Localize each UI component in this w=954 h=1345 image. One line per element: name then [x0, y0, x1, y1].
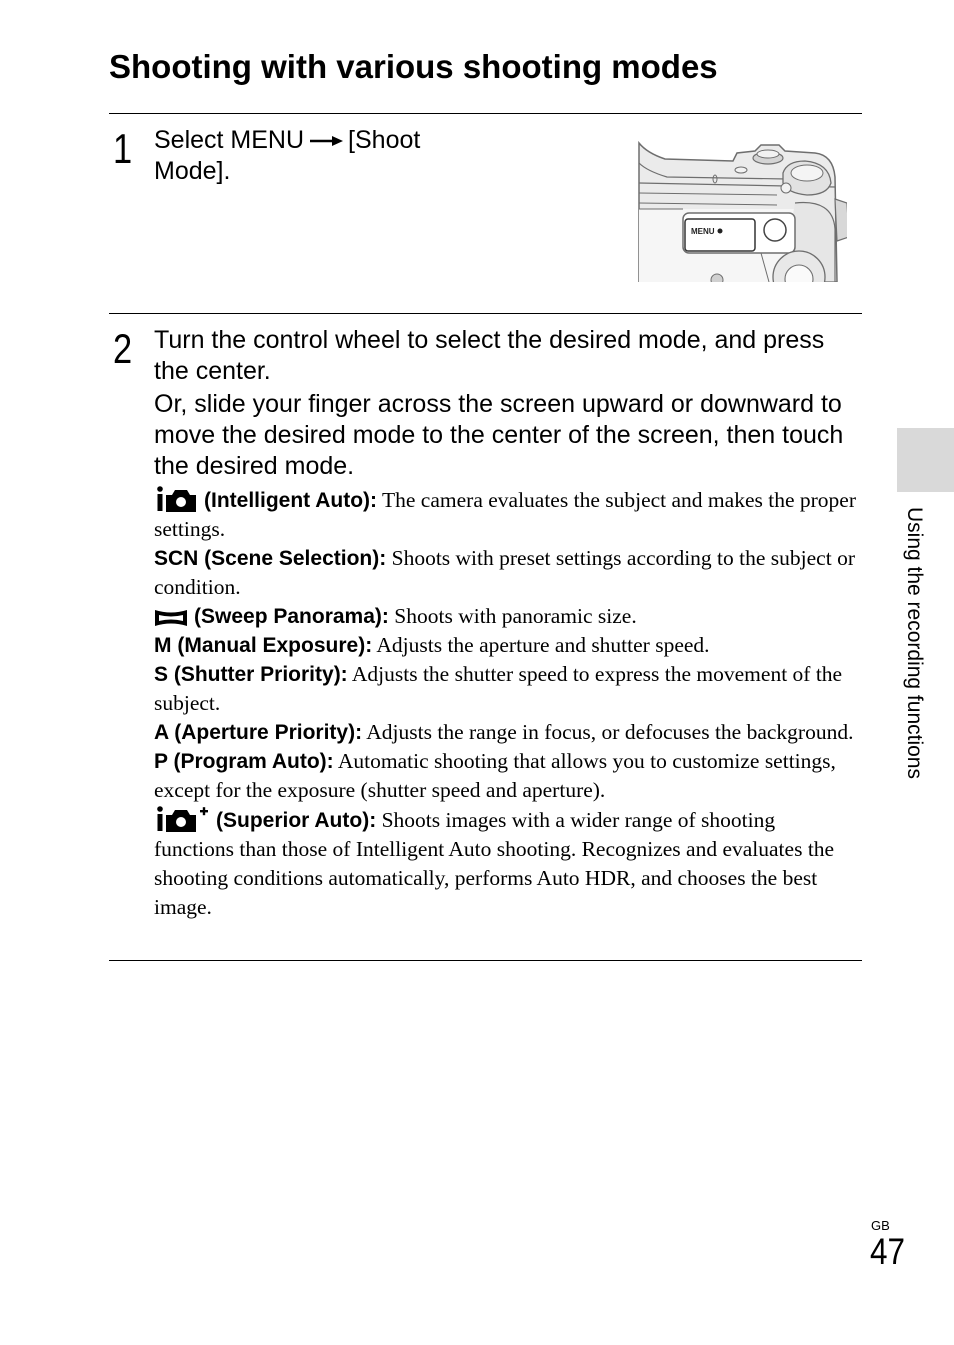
mode-desc-shutter-priority: Adjusts the shutter speed to express the movement of the subject.: [154, 662, 843, 715]
page-number: 47: [870, 1231, 905, 1272]
section-tab-marker: [897, 428, 954, 492]
step-1-text-end: [Shoot Mode].: [154, 126, 421, 185]
mode-item-program-auto: [154, 747, 860, 805]
mode-desc-superior-auto: Shoots images with a wider range of shooting functions than those of Intelligent Auto shooting. Recognizes and evaluates the shooting conditions automatically, performs Auto HDR, and chooses the best image.: [154, 808, 835, 919]
mode-desc-sweep-panorama: Shoots with panoramic size.: [388, 604, 637, 628]
mode-label-aperture-priority: A (Aperture Priority):: [154, 721, 363, 744]
step-1-number: 1: [113, 125, 133, 172]
mode-desc-scene-selection: Shoots with preset settings according to the subject or condition.: [154, 546, 855, 599]
step-2-instructions: [154, 325, 859, 482]
sweep-panorama-icon: [154, 607, 188, 629]
mode-label-scene-selection: SCN (Scene Selection):: [154, 547, 387, 570]
mode-item-sweep-panorama: [154, 602, 860, 631]
page-title: Shooting with various shooting modes: [109, 48, 718, 85]
menu-button-label: MENU: [691, 227, 715, 236]
mode-item-superior-auto: [154, 805, 860, 922]
mode-label-manual-exposure: M (Manual Exposure):: [154, 634, 373, 657]
mode-label-sweep-panorama: (Sweep Panorama):: [194, 605, 389, 628]
mode-label-shutter-priority: S (Shutter Priority):: [154, 663, 348, 686]
intelligent-auto-icon: [154, 485, 198, 513]
divider-top: [109, 113, 862, 114]
divider-middle: [109, 313, 862, 314]
mode-desc-intelligent-auto: The camera evaluates the subject and makes the proper settings.: [154, 488, 856, 541]
mode-label-program-auto: P (Program Auto):: [154, 750, 334, 773]
step-2-paragraph-1: Turn the control wheel to select the desired mode, and press the center.: [154, 326, 825, 385]
divider-bottom: [109, 960, 862, 961]
superior-auto-icon: [154, 805, 210, 833]
camera-illustration: [637, 137, 847, 282]
shooting-mode-list: [154, 485, 860, 922]
region-code: GB: [871, 1218, 890, 1233]
mode-desc-manual-exposure: Adjusts the aperture and shutter speed.: [372, 633, 710, 657]
mode-item-manual-exposure: [154, 631, 860, 660]
step-2-paragraph-2: Or, slide your finger across the screen upward or downward to move the desired mode to the center of the screen, then touch the desired mode.: [154, 390, 844, 480]
mode-item-scene-selection: [154, 544, 860, 602]
mode-item-aperture-priority: [154, 718, 860, 747]
mode-label-superior-auto: (Superior Auto):: [216, 809, 377, 832]
step-1-text: [154, 125, 484, 187]
mode-desc-program-auto: Automatic shooting that allows you to customize settings, except for the exposure (shutter speed and aperture).: [154, 749, 836, 802]
section-side-label: Using the recording functions: [903, 507, 926, 779]
arrow-right-icon: [308, 135, 344, 147]
mode-item-intelligent-auto: [154, 485, 860, 544]
step-2-number: 2: [113, 325, 133, 372]
mode-item-shutter-priority: [154, 660, 860, 718]
step-1-text-start: Select MENU: [154, 126, 305, 154]
mode-label-intelligent-auto: (Intelligent Auto):: [204, 489, 378, 512]
mode-desc-aperture-priority: Adjusts the range in focus, or defocuses the background.: [362, 720, 854, 744]
